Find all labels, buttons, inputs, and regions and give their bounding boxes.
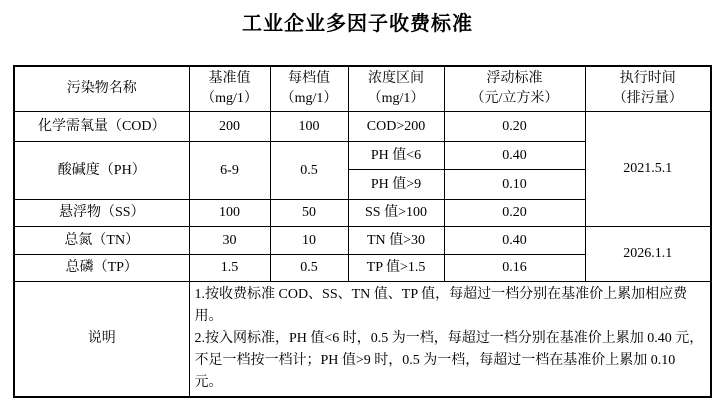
col-header-base-value bbox=[189, 66, 270, 111]
col-header-float-line2: （元/立方米） bbox=[470, 90, 559, 106]
cell-cod-base: 200 bbox=[189, 111, 270, 141]
cell-cod-name: 化学需氧量（COD） bbox=[14, 111, 189, 141]
col-header-pollutant bbox=[14, 66, 189, 111]
col-header-concentration-range bbox=[348, 66, 444, 111]
col-header-execution-time bbox=[585, 66, 711, 111]
cell-ss-step: 50 bbox=[270, 199, 348, 226]
cell-cod-step: 100 bbox=[270, 111, 348, 141]
table-header-row bbox=[14, 66, 711, 111]
cell-tn-name: 总氮（TN） bbox=[14, 226, 189, 254]
cell-cod-range: COD>200 bbox=[348, 111, 444, 141]
table-row-cod bbox=[14, 111, 711, 141]
cell-tp-range: TP 值>1.5 bbox=[348, 254, 444, 281]
table-row-note bbox=[14, 281, 711, 397]
col-header-base-line1: 基准值 bbox=[208, 70, 251, 86]
cell-tp-float: 0.16 bbox=[444, 254, 585, 281]
cell-ph-step: 0.5 bbox=[270, 141, 348, 199]
col-header-step-line2: （mg/1） bbox=[280, 90, 338, 106]
cell-ph-range-high: PH 值>9 bbox=[348, 169, 444, 199]
page-title: 工业企业多因子收费标准 bbox=[242, 13, 473, 35]
col-header-step-line1: 每档值 bbox=[288, 70, 330, 86]
note-line-2: 2.按入网标准，PH 值<6 时，0.5 为一档，每超过一档分别在基准价上累加 0.40 元，不足一档按一档计；PH 值>9 时，0.5 为一档，每超过一档在基准价上累加 0.10 元。 bbox=[194, 330, 704, 390]
cell-ss-name: 悬浮物（SS） bbox=[14, 199, 189, 226]
col-header-floating-standard bbox=[444, 66, 585, 111]
cell-tp-step: 0.5 bbox=[270, 254, 348, 281]
cell-ph-name: 酸碱度（PH） bbox=[14, 141, 189, 199]
col-header-time-line2: （排污量） bbox=[612, 90, 683, 106]
cell-tn-step: 10 bbox=[270, 226, 348, 254]
cell-note-text bbox=[189, 281, 711, 397]
cell-ph-float-low: 0.40 bbox=[444, 141, 585, 169]
col-header-time-line1: 执行时间 bbox=[619, 70, 676, 86]
cell-tp-name: 总磷（TP） bbox=[14, 254, 189, 281]
cell-tn-float: 0.40 bbox=[444, 226, 585, 254]
col-header-float-line1: 浮动标准 bbox=[486, 70, 543, 86]
fee-standard-table bbox=[13, 65, 712, 398]
cell-tn-range: TN 值>30 bbox=[348, 226, 444, 254]
table-row-tn bbox=[14, 226, 711, 254]
cell-note-label: 说明 bbox=[14, 281, 189, 397]
cell-tn-base: 30 bbox=[189, 226, 270, 254]
col-header-step-value bbox=[270, 66, 348, 111]
cell-ss-float: 0.20 bbox=[444, 199, 585, 226]
cell-ph-base: 6-9 bbox=[189, 141, 270, 199]
cell-execution-time-2026: 2026.1.1 bbox=[585, 226, 711, 281]
col-header-pollutant-label: 污染物名称 bbox=[66, 80, 137, 96]
col-header-range-line2: （mg/1） bbox=[367, 90, 425, 106]
cell-cod-float: 0.20 bbox=[444, 111, 585, 141]
col-header-range-line1: 浓度区间 bbox=[368, 70, 424, 86]
cell-ss-base: 100 bbox=[189, 199, 270, 226]
cell-ss-range: SS 值>100 bbox=[348, 199, 444, 226]
note-line-1: 1.按收费标准 COD、SS、TN 值、TP 值，每超过一档分别在基准价上累加相应费用。 bbox=[194, 286, 688, 324]
cell-execution-time-2021: 2021.5.1 bbox=[585, 111, 711, 226]
cell-ph-range-low: PH 值<6 bbox=[348, 141, 444, 169]
cell-ph-float-high: 0.10 bbox=[444, 169, 585, 199]
cell-tp-base: 1.5 bbox=[189, 254, 270, 281]
col-header-base-line2: （mg/1） bbox=[201, 90, 258, 106]
